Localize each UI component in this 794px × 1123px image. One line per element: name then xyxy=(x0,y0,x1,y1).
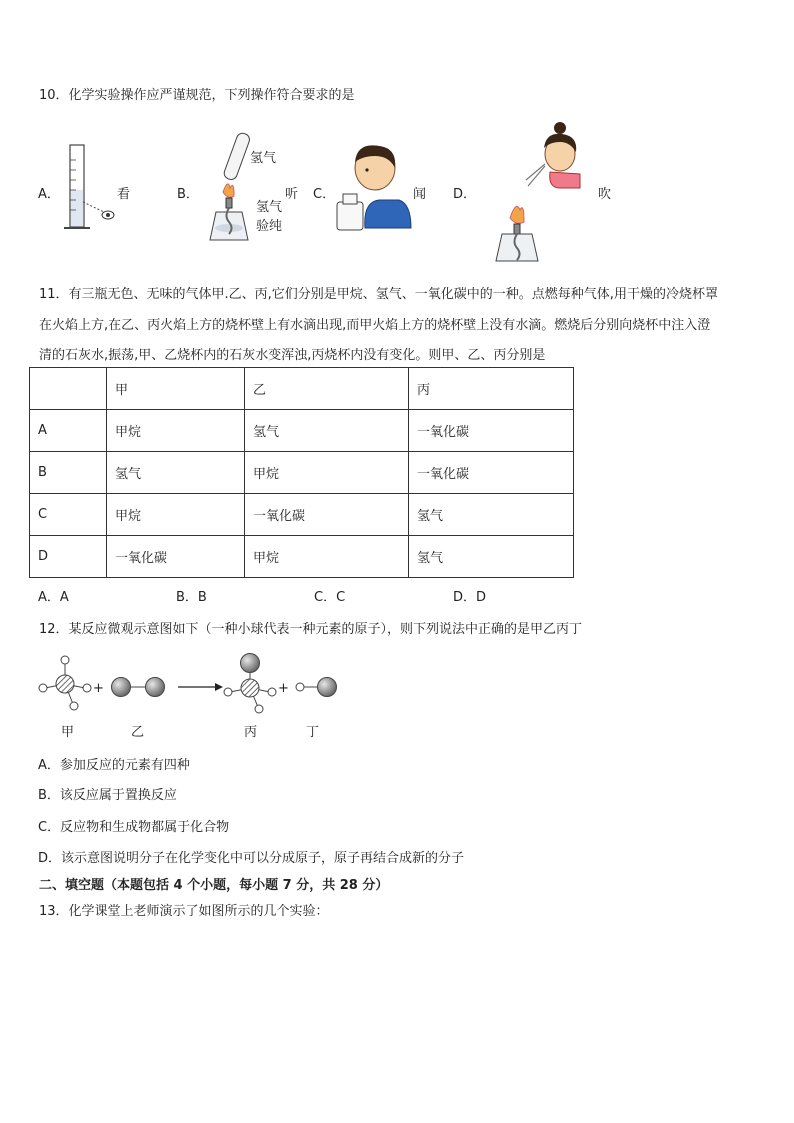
table-cell: A xyxy=(30,410,107,452)
q11-answer-b: B．B xyxy=(176,590,207,605)
table-row xyxy=(30,494,574,536)
check-label-line2: 验纯 xyxy=(256,219,283,234)
label-bing: 丙 xyxy=(244,725,258,740)
plus-sign: + xyxy=(278,681,289,696)
molecule-bing xyxy=(224,654,276,714)
q11-answer-c: C．C xyxy=(314,590,346,605)
smelling-bottle-illustration xyxy=(335,140,415,235)
option-letter: D． xyxy=(453,187,477,202)
option-letter: C． xyxy=(313,187,336,202)
table-header-row xyxy=(30,368,574,410)
table-cell: 氢气 xyxy=(107,452,245,494)
table-cell: 乙 xyxy=(245,368,409,410)
q12-option-a: A．参加反应的元素有四种 xyxy=(38,758,190,773)
table-row xyxy=(30,452,574,494)
table-cell: 甲 xyxy=(107,368,245,410)
table-cell: C xyxy=(30,494,107,536)
table-cell: 一氧化碳 xyxy=(245,494,409,536)
check-label-line1: 氢气 xyxy=(256,200,283,215)
q11-answer-a: A．A xyxy=(38,590,69,605)
label-ding: 丁 xyxy=(306,725,320,740)
q12-option-b: B．该反应属于置换反应 xyxy=(38,788,177,803)
q11-answer-d: D．D xyxy=(453,590,487,605)
table-cell: 一氧化碳 xyxy=(107,536,245,578)
section-title: 二、填空题（本题包括 4 个小题，每小题 7 分，共 28 分） xyxy=(39,878,389,893)
table-cell: 甲烷 xyxy=(245,536,409,578)
option-label-look: 看 xyxy=(117,187,131,202)
q11-stem-line2: 在火焰上方,在乙、丙火焰上方的烧杯壁上有水滴出现,而甲火焰上方的烧杯壁上没有水滴。燃烧后分别向烧杯中注入澄 xyxy=(39,318,711,333)
q11-answer-table xyxy=(29,367,574,578)
table-row xyxy=(30,410,574,452)
table-cell: D xyxy=(30,536,107,578)
tube-label: 氢气 xyxy=(250,151,277,166)
q11-stem-line1: 11．有三瓶无色、无味的气体甲.乙、丙,它们分别是甲烷、氢气、一氧化碳中的一种。点燃每种气体,用干燥的冷烧杯罩 xyxy=(39,287,718,302)
reaction-diagram xyxy=(35,650,345,730)
reaction-arrow-icon xyxy=(178,683,223,691)
table-cell: 氢气 xyxy=(409,494,574,536)
molecule-ding xyxy=(296,678,337,697)
table-cell: 一氧化碳 xyxy=(409,452,574,494)
table-cell: 氢气 xyxy=(245,410,409,452)
plus-sign: + xyxy=(93,681,104,696)
table-cell: 甲烷 xyxy=(107,494,245,536)
table-cell: 甲烷 xyxy=(107,410,245,452)
option-label-blow: 吹 xyxy=(598,187,612,202)
blowing-out-lamp-illustration xyxy=(488,118,588,263)
label-yi: 乙 xyxy=(131,725,145,740)
table-cell: 甲烷 xyxy=(245,452,409,494)
q10-stem: 10．化学实验操作应严谨规范，下列操作符合要求的是 xyxy=(39,88,355,103)
q12-option-d: D．该示意图说明分子在化学变化中可以分成原子，原子再结合成新的分子 xyxy=(38,851,465,866)
table-cell: B xyxy=(30,452,107,494)
molecule-jia xyxy=(39,656,91,710)
q12-stem: 12．某反应微观示意图如下（一种小球代表一种元素的原子），则下列说法中正确的是甲乙丙丁 xyxy=(39,622,583,637)
q12-option-c: C．反应物和生成物都属于化合物 xyxy=(38,820,230,835)
graduated-cylinder-reading-illustration xyxy=(60,140,120,235)
table-cell xyxy=(30,368,107,410)
option-letter: A． xyxy=(38,187,60,202)
q11-stem-line3: 清的石灰水,振荡,甲、乙烧杯内的石灰水变浑浊,丙烧杯内没有变化。则甲、乙、丙分别是 xyxy=(39,348,546,363)
option-label-smell: 闻 xyxy=(413,187,427,202)
table-cell: 氢气 xyxy=(409,536,574,578)
label-jia: 甲 xyxy=(61,725,75,740)
table-cell: 一氧化碳 xyxy=(409,410,574,452)
option-letter: B． xyxy=(177,187,199,202)
q13-stem: 13．化学课堂上老师演示了如图所示的几个实验： xyxy=(39,904,329,919)
table-row xyxy=(30,536,574,578)
molecule-yi xyxy=(112,678,165,697)
table-cell: 丙 xyxy=(409,368,574,410)
option-label-listen: 听 xyxy=(285,187,299,202)
